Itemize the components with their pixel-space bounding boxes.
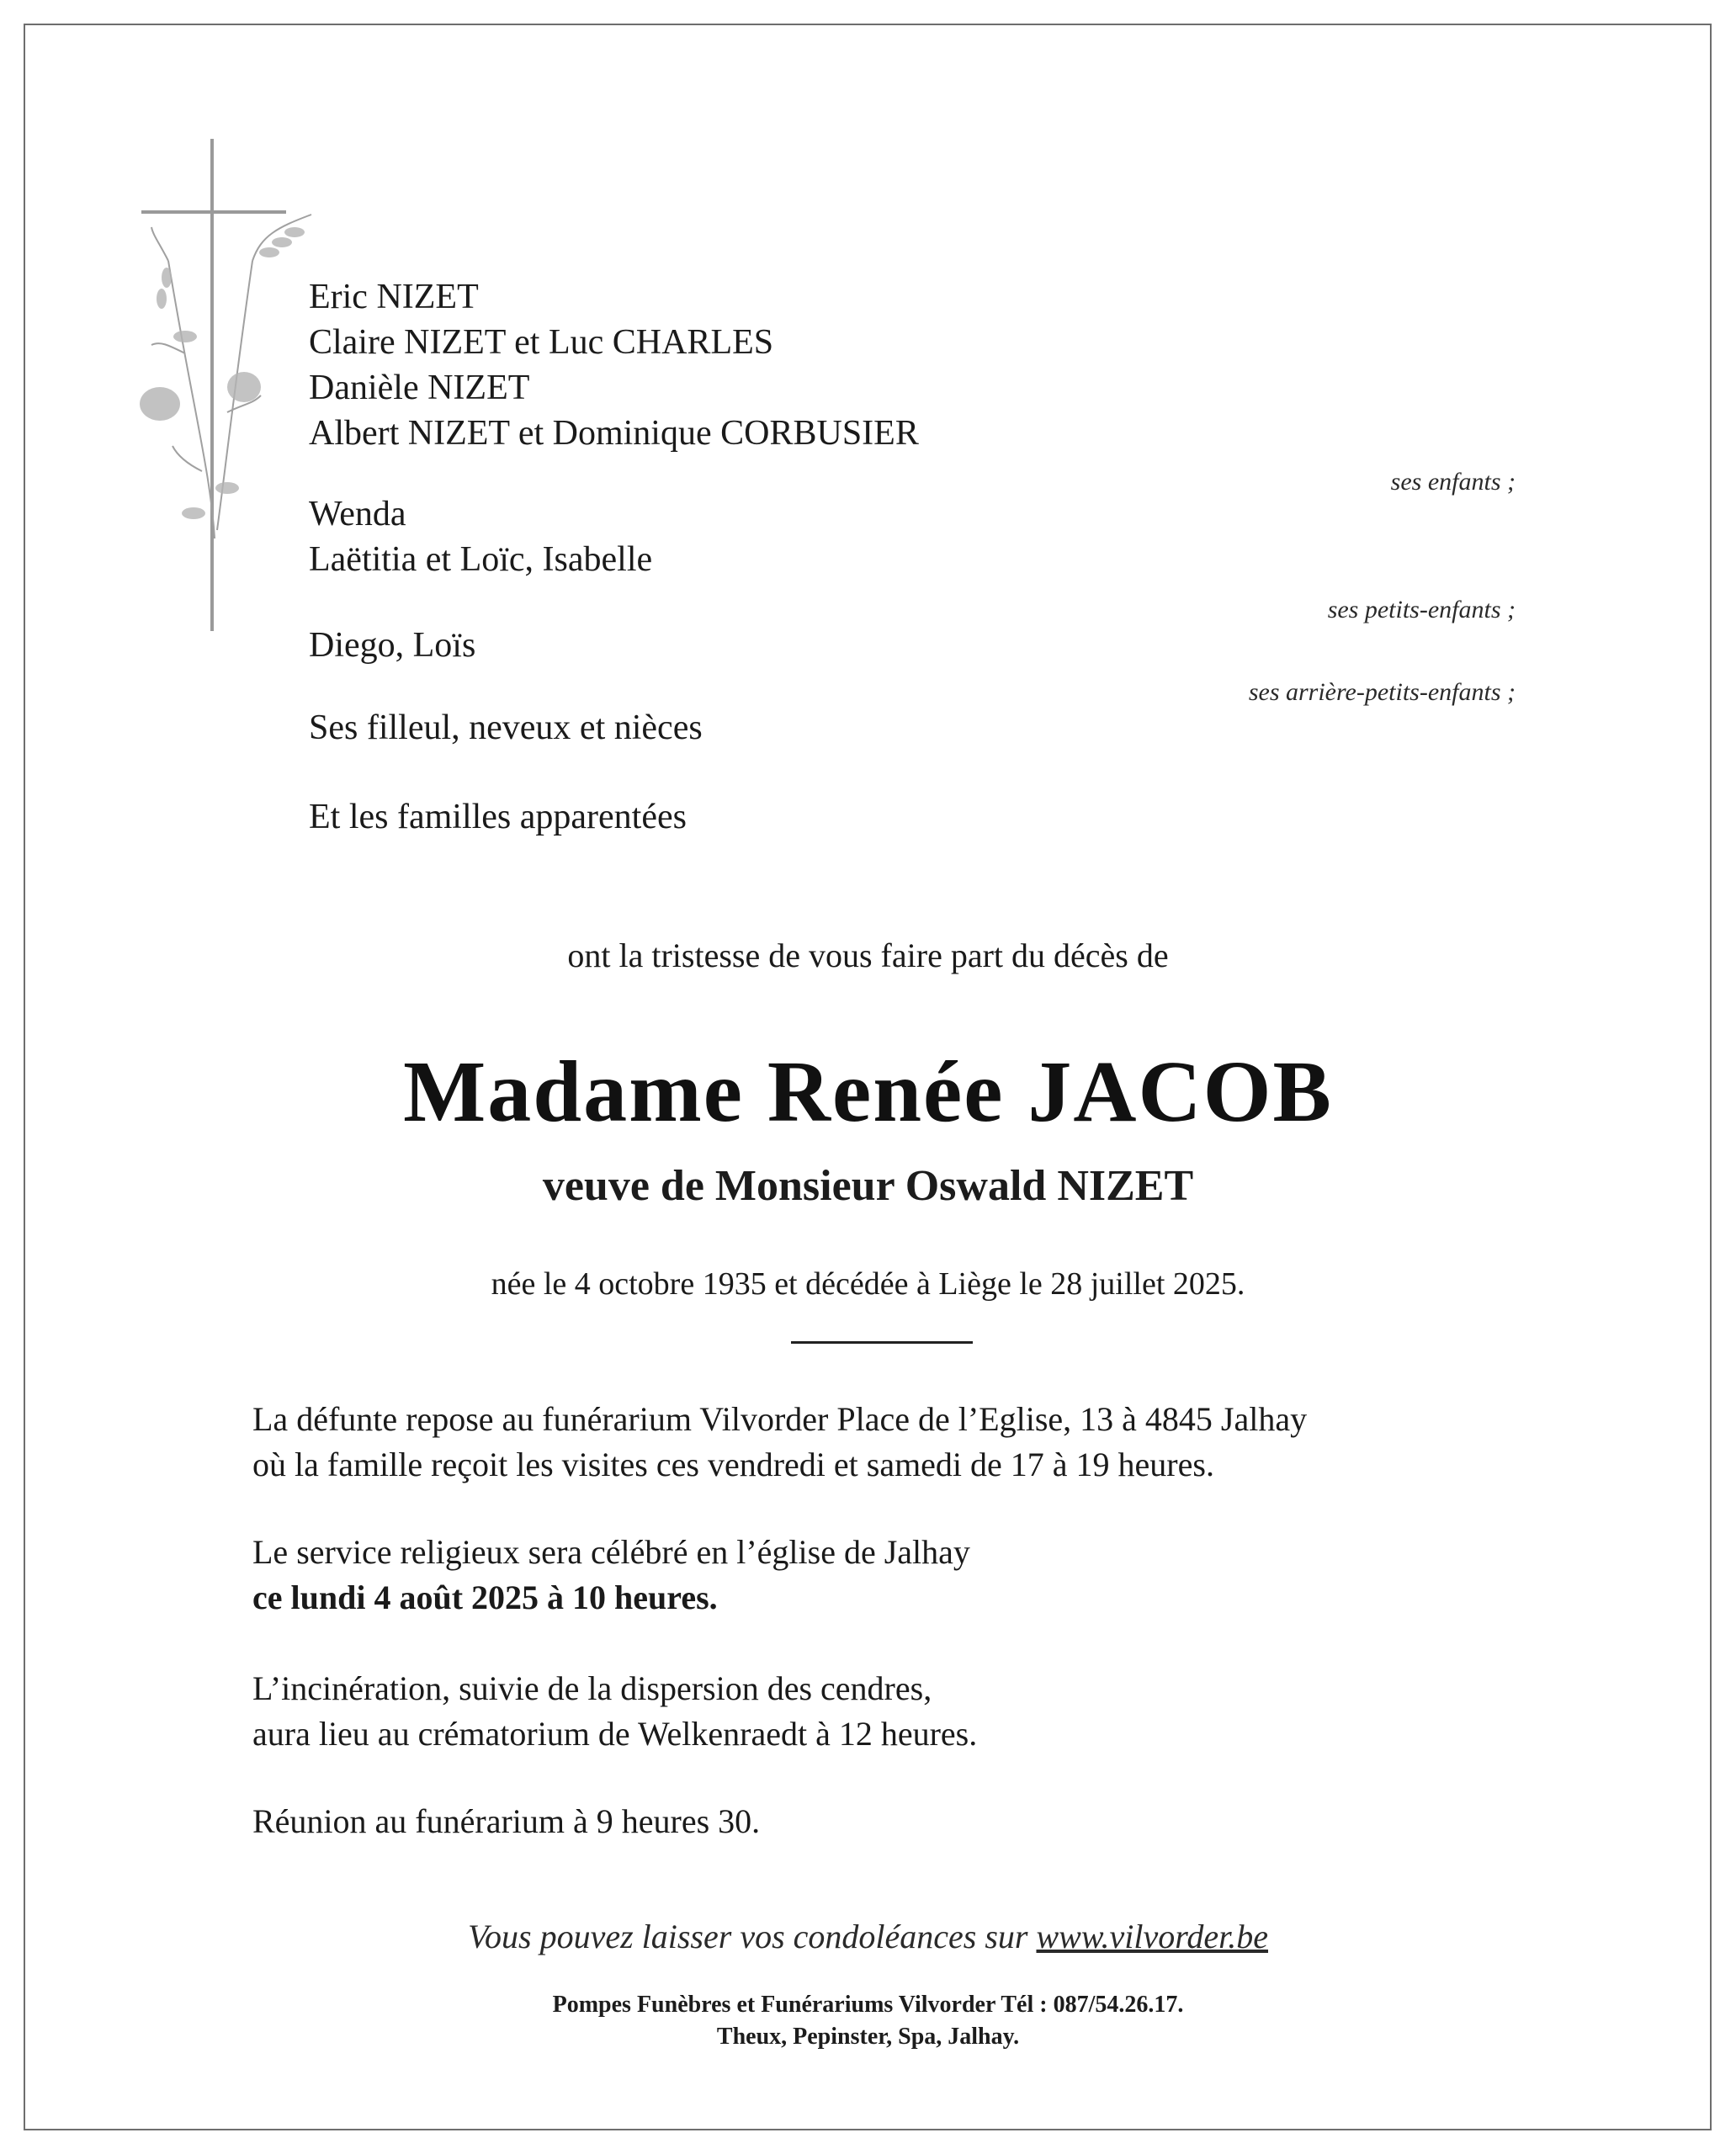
footer-company: Pompes Funèbres et Funérariums Vilvorder Tél : 087/54.26.17. bbox=[552, 1992, 1184, 2018]
birth-death-dates: née le 4 octobre 1935 et décédée à Liège le 28 juillet 2025. bbox=[491, 1266, 1245, 1302]
widow-of-line: veuve de Monsieur Oswald NIZET bbox=[542, 1162, 1194, 1210]
family-children bbox=[309, 274, 919, 456]
condolences-link[interactable]: www.vilvorder.be bbox=[1036, 1918, 1268, 1955]
repose-paragraph bbox=[252, 1397, 1307, 1488]
family-member: Diego, Loïs bbox=[309, 626, 476, 665]
family-member: Claire NIZET et Luc CHARLES bbox=[309, 323, 774, 362]
family-member: Wenda bbox=[309, 495, 406, 533]
cremation-line: L’incinération, suivie de la dispersion des cendres, bbox=[252, 1669, 932, 1707]
visits-line: où la famille reçoit les visites ces vendredi et samedi de 17 à 19 heures. bbox=[252, 1446, 1214, 1483]
children-label: ses enfants ; bbox=[1390, 468, 1516, 496]
family-member: Eric NIZET bbox=[309, 278, 479, 316]
repose-line: La défunte repose au funérarium Vilvorder Place de l’Eglise, 13 à 4845 Jalhay bbox=[252, 1400, 1308, 1438]
cremation-paragraph bbox=[252, 1666, 977, 1757]
godchildren-line: Ses filleul, neveux et nièces bbox=[309, 708, 703, 747]
family-member: Albert NIZET et Dominique CORBUSIER bbox=[309, 414, 919, 453]
grandchildren-label: ses petits-enfants ; bbox=[1327, 596, 1516, 623]
meeting-line: Réunion au funérarium à 9 heures 30. bbox=[252, 1802, 761, 1840]
related-families-line: Et les familles apparentées bbox=[309, 798, 687, 836]
footer bbox=[0, 1989, 1736, 2053]
cross-with-flowers-icon bbox=[135, 135, 337, 639]
separator-line bbox=[791, 1341, 973, 1344]
service-line: Le service religieux sera célébré en l’église de Jalhay bbox=[252, 1533, 970, 1571]
great-grandchildren-label: ses arrière-petits-enfants ; bbox=[1248, 678, 1516, 706]
announcement-line: ont la tristesse de vous faire part du décès de bbox=[567, 936, 1169, 974]
service-date: ce lundi 4 août 2025 à 10 heures. bbox=[252, 1578, 718, 1616]
deceased-name: Madame Renée JACOB bbox=[403, 1043, 1333, 1140]
family-grandchildren bbox=[309, 491, 652, 582]
family-member: Danièle NIZET bbox=[309, 369, 530, 407]
service-paragraph bbox=[252, 1530, 970, 1621]
condolences-text: Vous pouvez laisser vos condoléances sur bbox=[468, 1918, 1028, 1955]
footer-locations: Theux, Pepinster, Spa, Jalhay. bbox=[716, 2024, 1020, 2050]
family-member: Laëtitia et Loïc, Isabelle bbox=[309, 540, 653, 579]
family-great-grandchildren bbox=[309, 623, 475, 668]
condolences-line bbox=[0, 1917, 1736, 1956]
crematorium-line: aura lieu au crématorium de Welkenraedt à 12 heures. bbox=[252, 1715, 978, 1753]
